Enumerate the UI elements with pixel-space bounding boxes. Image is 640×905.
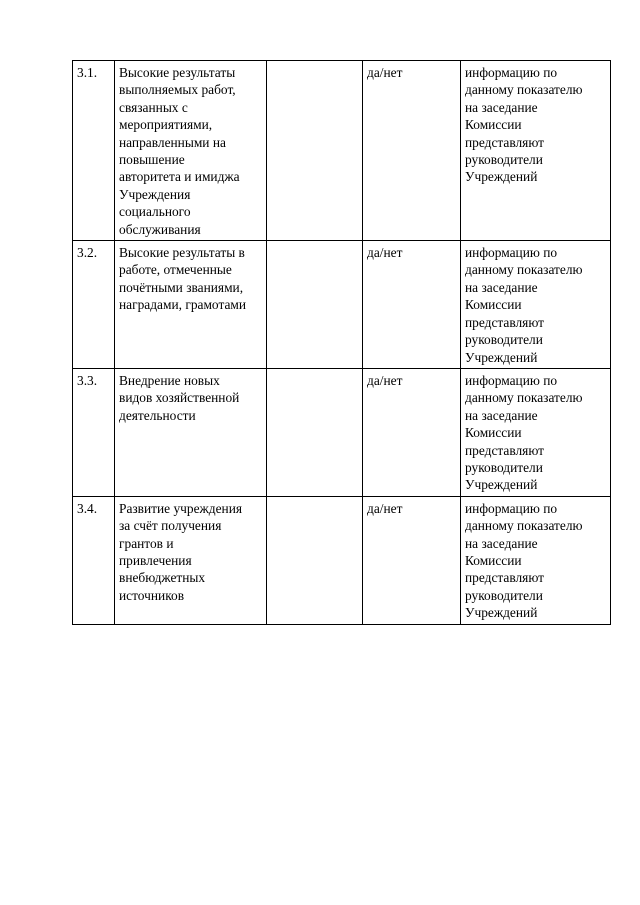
criterion-value-cell: да/нет [363, 241, 461, 369]
table-row [73, 61, 611, 241]
empty-cell [267, 61, 363, 241]
criterion-value-cell: да/нет [363, 496, 461, 624]
table-row [73, 368, 611, 496]
criterion-note-cell: информацию по данному показателю на заседание Комиссии представляют руководители Учреждений [461, 496, 611, 624]
table-row [73, 496, 611, 624]
criterion-note-cell: информацию по данному показателю на заседание Комиссии представляют руководители Учреждений [461, 241, 611, 369]
row-number-cell: 3.1. [73, 61, 115, 241]
criterion-note-cell: информацию по данному показателю на заседание Комиссии представляют руководители Учреждений [461, 368, 611, 496]
criteria-table [72, 60, 611, 625]
criterion-name-cell: Развитие учреждения за счёт получения грантов и привлечения внебюджетных источников [115, 496, 267, 624]
row-number-cell: 3.3. [73, 368, 115, 496]
row-number-cell: 3.4. [73, 496, 115, 624]
empty-cell [267, 368, 363, 496]
criterion-note-cell: информацию по данному показателю на заседание Комиссии представляют руководители Учреждений [461, 61, 611, 241]
empty-cell [267, 496, 363, 624]
empty-cell [267, 241, 363, 369]
criterion-value-cell: да/нет [363, 61, 461, 241]
table-row [73, 241, 611, 369]
criterion-name-cell: Высокие результаты выполняемых работ, связанных с мероприятиями, направленными на повышение авторитета и имиджа Учреждения социального обслуживания [115, 61, 267, 241]
criterion-value-cell: да/нет [363, 368, 461, 496]
criterion-name-cell: Внедрение новых видов хозяйственной деятельности [115, 368, 267, 496]
row-number-cell: 3.2. [73, 241, 115, 369]
criterion-name-cell: Высокие результаты в работе, отмеченные почётными званиями, наградами, грамотами [115, 241, 267, 369]
